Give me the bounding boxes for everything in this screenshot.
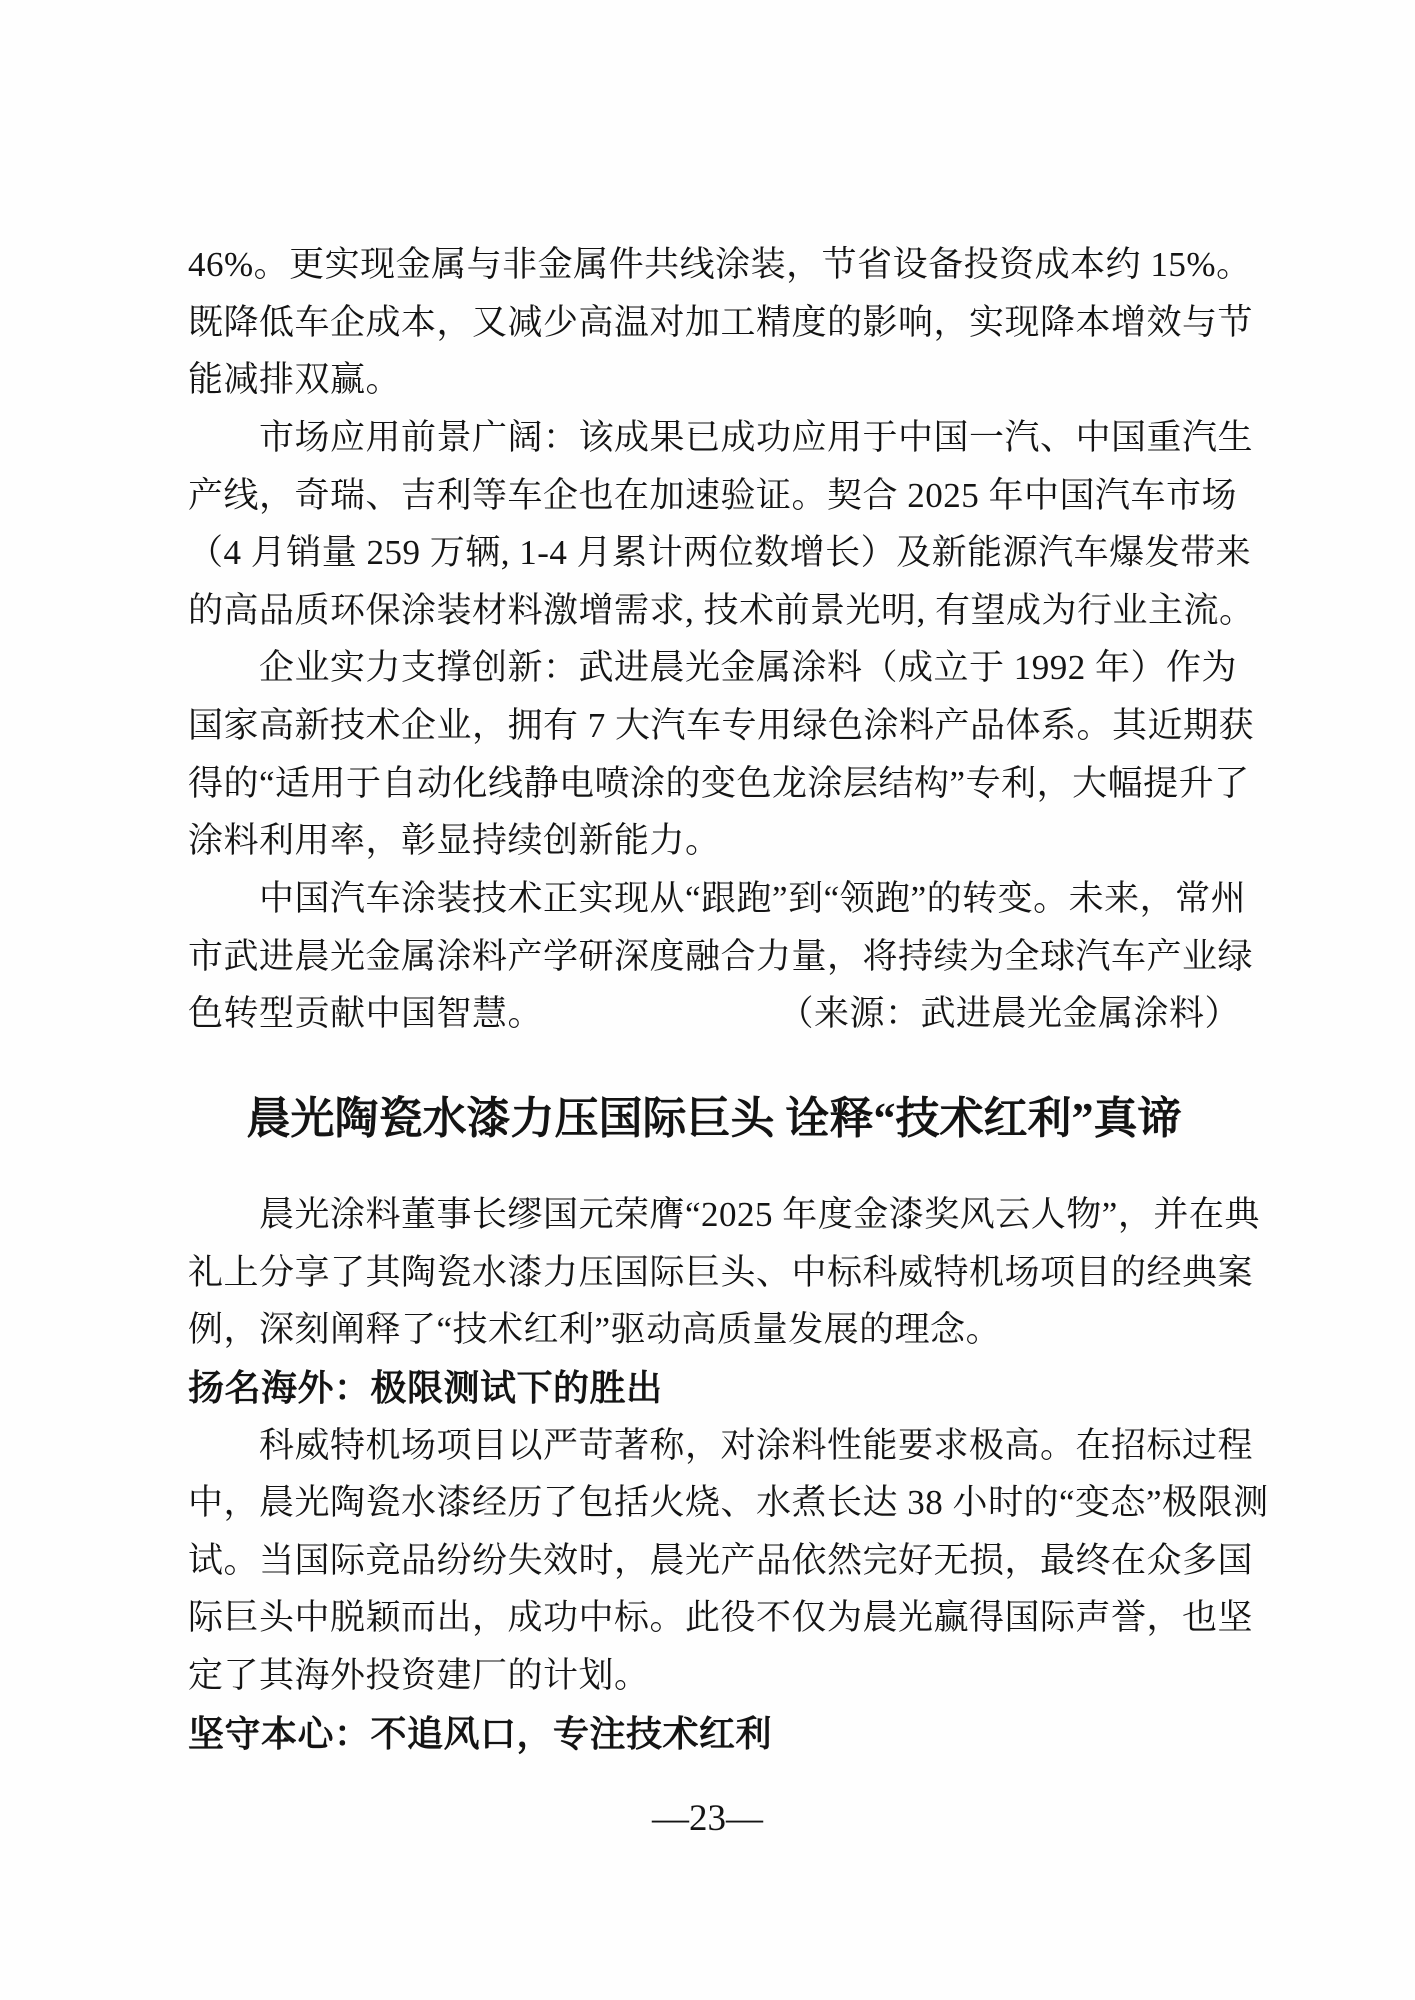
body-line: 46%。更实现金属与非金属件共线涂装，节省设备投资成本约 15%。: [188, 245, 1252, 284]
document-body: [188, 236, 1269, 1762]
body-line: （4 月销量 259 万辆, 1-4 月累计两位数增长）及新能源汽车爆发带来: [188, 533, 1252, 573]
body-line: 晨光涂料董事长缪国元荣膺“2025 年度金漆奖风云人物”，并在典: [259, 1194, 1260, 1234]
body-line: 能减排双赢。: [188, 360, 402, 400]
paragraph: [188, 639, 1255, 870]
body-line: 国家高新技术企业，拥有 7 大汽车专用绿色涂料产品体系。其近期获: [188, 706, 1255, 746]
body-line: 市场应用前景广阔：该成果已成功应用于中国一汽、中国重汽生: [259, 417, 1254, 457]
body-line: 定了其海外投资建厂的计划。: [188, 1656, 650, 1696]
body-line: 既降低车企成本，又减少高温对加工精度的影响，实现降本增效与节: [188, 302, 1254, 342]
body-line: 中国汽车涂装技术正实现从“跟跑”到“领跑”的转变。未来，常州: [259, 879, 1247, 919]
body-line: [188, 985, 1240, 1043]
body-line: 的高品质环保涂装材料激增需求, 技术前景光明, 有望成为行业主流。: [188, 590, 1255, 630]
paragraph: [188, 236, 1254, 409]
body-line: 得的“适用于自动化线静电喷涂的变色龙涂层结构”专利，大幅提升了: [188, 763, 1250, 803]
body-line: 例，深刻阐释了“技术红利”驱动高质量发展的理念。: [188, 1310, 1002, 1350]
body-line: 市武进晨光金属涂料产学研深度融合力量，将持续为全球汽车产业绿: [188, 936, 1254, 976]
body-line: 科威特机场项目以严苛著称，对涂料性能要求极高。在招标过程: [259, 1425, 1254, 1465]
body-line: 中，晨光陶瓷水漆经历了包括火烧、水煮长达 38 小时的“变态”极限测: [188, 1483, 1269, 1523]
body-line: 产线，奇瑞、吉利等车企也在加速验证。契合 2025 年中国汽车市场: [188, 475, 1238, 515]
body-line: 试。当国际竞品纷纷失效时，晨光产品依然完好无损，最终在众多国: [188, 1540, 1254, 1580]
paragraph: [188, 870, 1254, 1043]
section-heading: 晨光陶瓷水漆力压国际巨头 诠释“技术红利”真谛: [246, 1093, 1182, 1143]
page-number: —23—: [652, 1798, 763, 1839]
paragraph: [188, 409, 1255, 640]
subsection-heading: 坚守本心：不追风口，专注技术红利: [188, 1712, 773, 1754]
body-line: 涂料利用率，彰显持续创新能力。: [188, 821, 721, 861]
subsection-heading: 扬名海外：极限测试下的胜出: [188, 1366, 663, 1408]
body-line: 礼上分享了其陶瓷水漆力压国际巨头、中标科威特机场项目的经典案: [188, 1252, 1254, 1292]
paragraph-end-text: 色转型贡献中国智慧。: [188, 994, 544, 1034]
source-attribution: （来源：武进晨光金属涂料）: [778, 994, 1240, 1034]
body-line: 企业实力支撑创新：武进晨光金属涂料（成立于 1992 年）作为: [259, 648, 1238, 688]
paragraph: [188, 1417, 1269, 1705]
paragraph: [188, 1186, 1260, 1359]
body-line: 际巨头中脱颖而出，成功中标。此役不仅为晨光赢得国际声誉，也坚: [188, 1598, 1254, 1638]
